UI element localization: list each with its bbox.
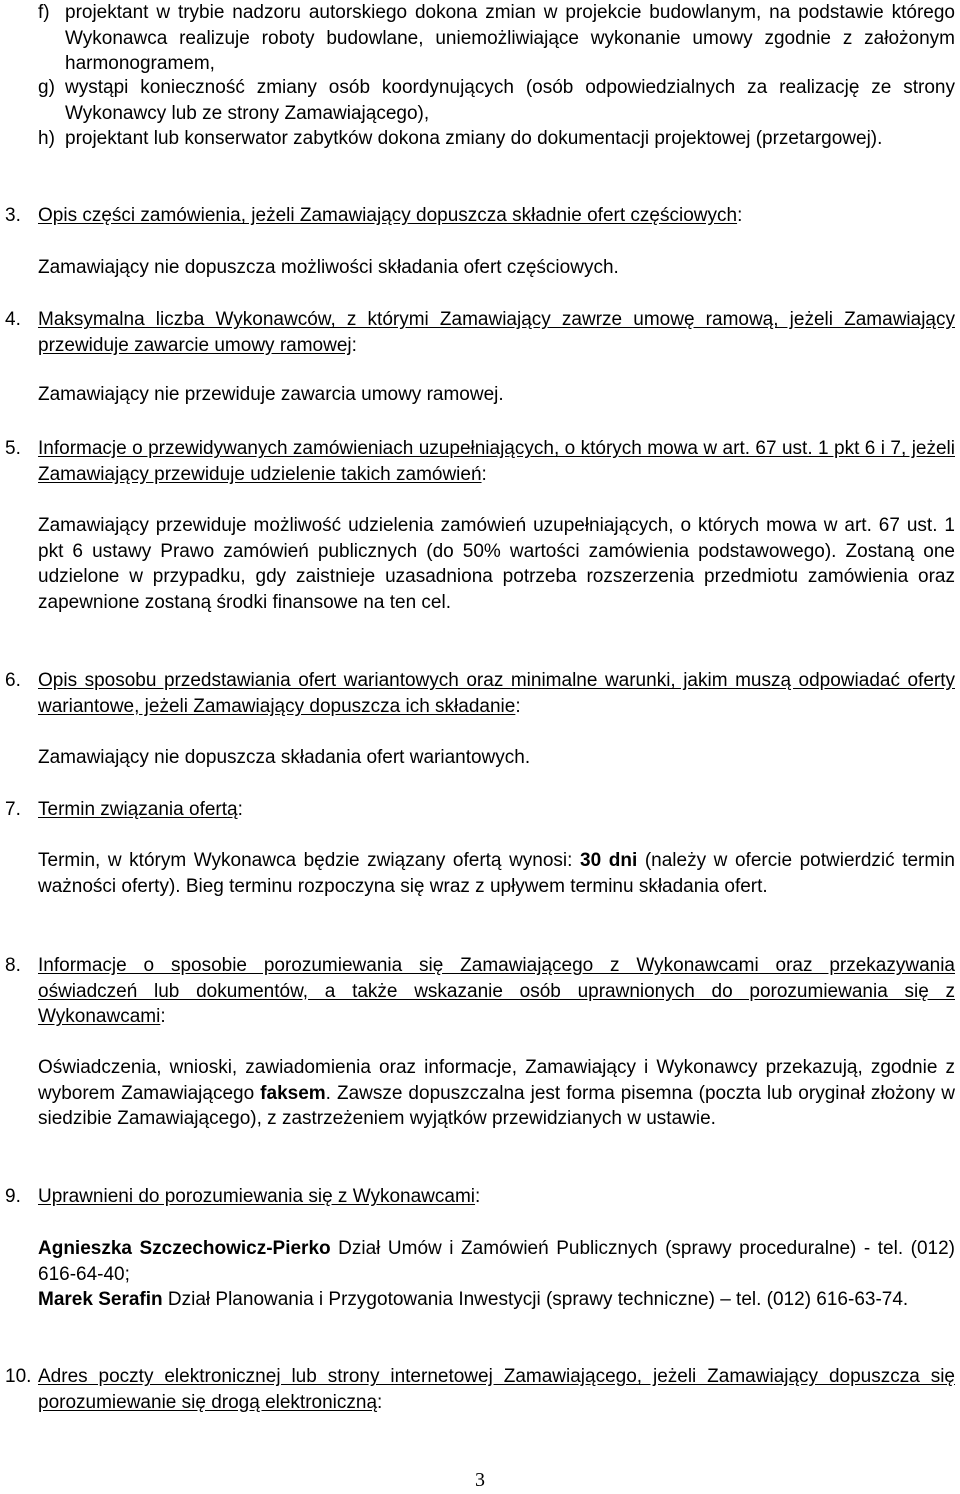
section-6-body: Zamawiający nie dopuszcza składania ofert wariantowych.	[38, 747, 531, 768]
contact-name: Agnieszka Szczechowicz-Pierko	[38, 1238, 331, 1259]
section-number: 5.	[5, 438, 21, 459]
section-title: Opis sposobu przedstawiania ofert wariantowych oraz minimalne warunki, jakim muszą odpowiadać oferty wariantowe, jeżeli Zamawiający dopuszcza ich składanie	[38, 670, 955, 717]
section-number: 9.	[5, 1186, 21, 1207]
section-title: Termin związania ofertą	[38, 799, 238, 820]
section-3-body: Zamawiający nie dopuszcza możliwości składania ofert częściowych.	[38, 257, 619, 278]
section-title: Adres poczty elektronicznej lub strony internetowej Zamawiającego, jeżeli Zamawiający dopuszcza się porozumiewanie się drogą elektroniczną	[38, 1366, 955, 1413]
section-title: Maksymalna liczba Wykonawców, z którymi Zamawiający zawrze umowę ramową, jeżeli Zamawiający przewiduje zawarcie umowy ramowej	[38, 309, 955, 356]
section-title: Uprawnieni do porozumiewania się z Wykonawcami	[38, 1186, 476, 1207]
section-title: Opis części zamówienia, jeżeli Zamawiający dopuszcza składnie ofert częściowych	[38, 205, 738, 226]
contact-1: Agnieszka Szczechowicz-Pierko Dział Umów i Zamówień Publicznych (sprawy proceduralne) - tel. (012) 616-64-40;	[38, 1238, 955, 1285]
section-4-body: Zamawiający nie przewiduje zawarcia umowy ramowej.	[38, 384, 504, 405]
section-title: Informacje o sposobie porozumiewania się Zamawiającego z Wykonawcami oraz przekazywania oświadczeń lub dokumentów, a także wskazanie osób uprawnionych do porozumiewania się z Wykonawcami	[38, 955, 955, 1027]
section-number: 3.	[5, 205, 21, 226]
section-title: Informacje o przewidywanych zamówieniach uzupełniających, o których mowa w art. 67 ust. 1 pkt 6 i 7, jeżeli Zamawiający przewiduje udzielenie takich zamówień	[38, 438, 955, 485]
item-text: wystąpi konieczność zmiany osób koordynujących (osób odpowiedzialnych za realizację ze strony Wykonawcy lub ze strony Zamawiającego),	[65, 77, 955, 124]
item-label: f)	[38, 2, 50, 23]
section-number: 7.	[5, 799, 21, 820]
page-number: 3	[475, 1469, 485, 1491]
section-number: 8.	[5, 955, 21, 976]
contact-name: Marek Serafin	[38, 1289, 163, 1310]
communication-method: faksem	[260, 1082, 326, 1104]
section-number: 4.	[5, 309, 21, 330]
section-number: 10.	[5, 1366, 32, 1387]
item-label: h)	[38, 128, 55, 149]
item-label: g)	[38, 77, 55, 98]
section-7-body: Termin, w którym Wykonawca będzie związany ofertą wynosi: 30 dni (należy w ofercie potwierdzić termin ważności oferty). Bieg terminu rozpoczyna się wraz z upływem terminu składania ofert.	[38, 850, 956, 897]
item-text: projektant w trybie nadzoru autorskiego dokona zmian w projekcie budowlanym, na podstawie którego Wykonawca realizuje roboty budowlane, uniemożliwiające wykonanie umowy zgodnie z założonym harmonogramem,	[65, 2, 955, 74]
section-5-body: Zamawiający przewiduje możliwość udzielenia zamówień uzupełniających, o których mowa w art. 67 ust. 1 pkt 6 ustawy Prawo zamówień publicznych (do 50% wartości zamówienia podstawowego). Zostaną one udzielone w przypadku, gdy zaistnieje uzasadniona potrzeba rozszerzenia przedmiotu zamówienia oraz zapewnione zostaną środki finansowe na ten cel.	[38, 515, 955, 613]
item-text: projektant lub konserwator zabytków dokona zmiany do dokumentacji projektowej (przetargowej).	[65, 128, 883, 149]
section-8-body: Oświadczenia, wnioski, zawiadomienia oraz informacje, Zamawiający i Wykonawcy przekazują, zgodnie z wyborem Zamawiającego faksem. Zawsze dopuszczalna jest forma pisemna (poczta lub oryginał złożony w siedzibie Zamawiającego), z zastrzeżeniem wyjątków przewidzianych w ustawie.	[38, 1057, 955, 1129]
section-number: 6.	[5, 670, 21, 691]
contact-2: Marek Serafin Dział Planowania i Przygotowania Inwestycji (sprawy techniczne) – tel. (012) 616-63-74.	[38, 1289, 909, 1310]
document-page: f) projektant w trybie nadzoru autorskiego dokona zmian w projekcie budowlanym, na podstawie którego Wykonawca realizuje roboty budowlane, uniemożliwiające wykonanie umowy zgodnie z założonym harmonogramem, g) wystąpi konieczność zmiany osób koordynujących (osób odpowiedzialnych za realizację ze strony Wykonawcy lub ze strony Zamawiającego), h) projektant lub konserwator zabytków dokona zmiany do dokumentacji projektowej (przetargowej). 3. Opis części zamówienia, jeżeli Zamawiający dopuszcza składnie ofert częściowych: Zamawiający nie dopuszcza możliwości składania ofert częściowych. 4. Maksymalna liczba Wykonawców, z którymi Zamawiający zawrze umowę ramową, jeżeli Zamawiający przewiduje zawarcie umowy ramowej: Zamawiający nie przewiduje zawarcia umowy ramowej. 5. Informacje o przewidywanych zamówieniach uzupełniających, o których mowa w art. 67 ust. 1 pkt 6 i 7, jeżeli Zamawiający przewiduje udzielenie takich zamówień: Zamawiający przewiduje możliwość udzielenia zamówień uzupełniających, o których mowa w art. 67 ust. 1 pkt 6 ustawy Prawo zamówień publicznych (do 50% wartości zamówienia podstawowego). Zostaną one udzielone w przypadku, gdy zaistnieje uzasadniona potrzeba rozszerzenia przedmiotu zamówienia oraz zapewnione zostaną środki finansowe na ten cel. 6. Opis sposobu przedstawiania ofert wariantowych oraz minimalne warunki, jakim muszą odpowiadać oferty wariantowe, jeżeli Zamawiający dopuszcza ich składanie: Zamawiający nie dopuszcza składania ofert wariantowych. 7. Termin związania ofertą: Termin, w którym Wykonawca będzie związany ofertą wynosi: 30 dni (należy w ofercie potwierdzić termin ważności oferty). Bieg terminu rozpoczyna się wraz z upływem terminu składania ofert. 8. Informacje o sposobie porozumiewania się Zamawiającego z Wykonawcami oraz przekazywania oświadczeń lub dokumentów, a także wskazanie osób uprawnionych do porozumiewania się z Wykonawcami: Oświadczenia, wnioski, zawiadomienia oraz informacje, Zamawiający i Wykonawcy przekazują, zgodnie z wyborem Zamawiającego faksem. Zawsze dopuszczalna jest forma pisemna (poczta lub oryginał złożony w siedzibie Zamawiającego), z zastrzeżeniem wyjątków przewidzianych w ustawie. 9. Uprawnieni do porozumiewania się z Wykonawcami: Agnieszka Szczechowicz-Pierko Dział Umów i Zamówień Publicznych (sprawy proceduralne) - tel. (012) 616-64-40; Marek Serafin Dział Planowania i Przygotowania Inwestycji (sprawy techniczne) – tel. (012) 616-63-74. 10. Adres poczty elektronicznej lub strony internetowej Zamawiającego, jeżeli Zamawiający dopuszcza się porozumiewanie się drogą elektroniczną: 3	[0, 0, 960, 1493]
offer-validity-period: 30 dni	[580, 850, 638, 871]
